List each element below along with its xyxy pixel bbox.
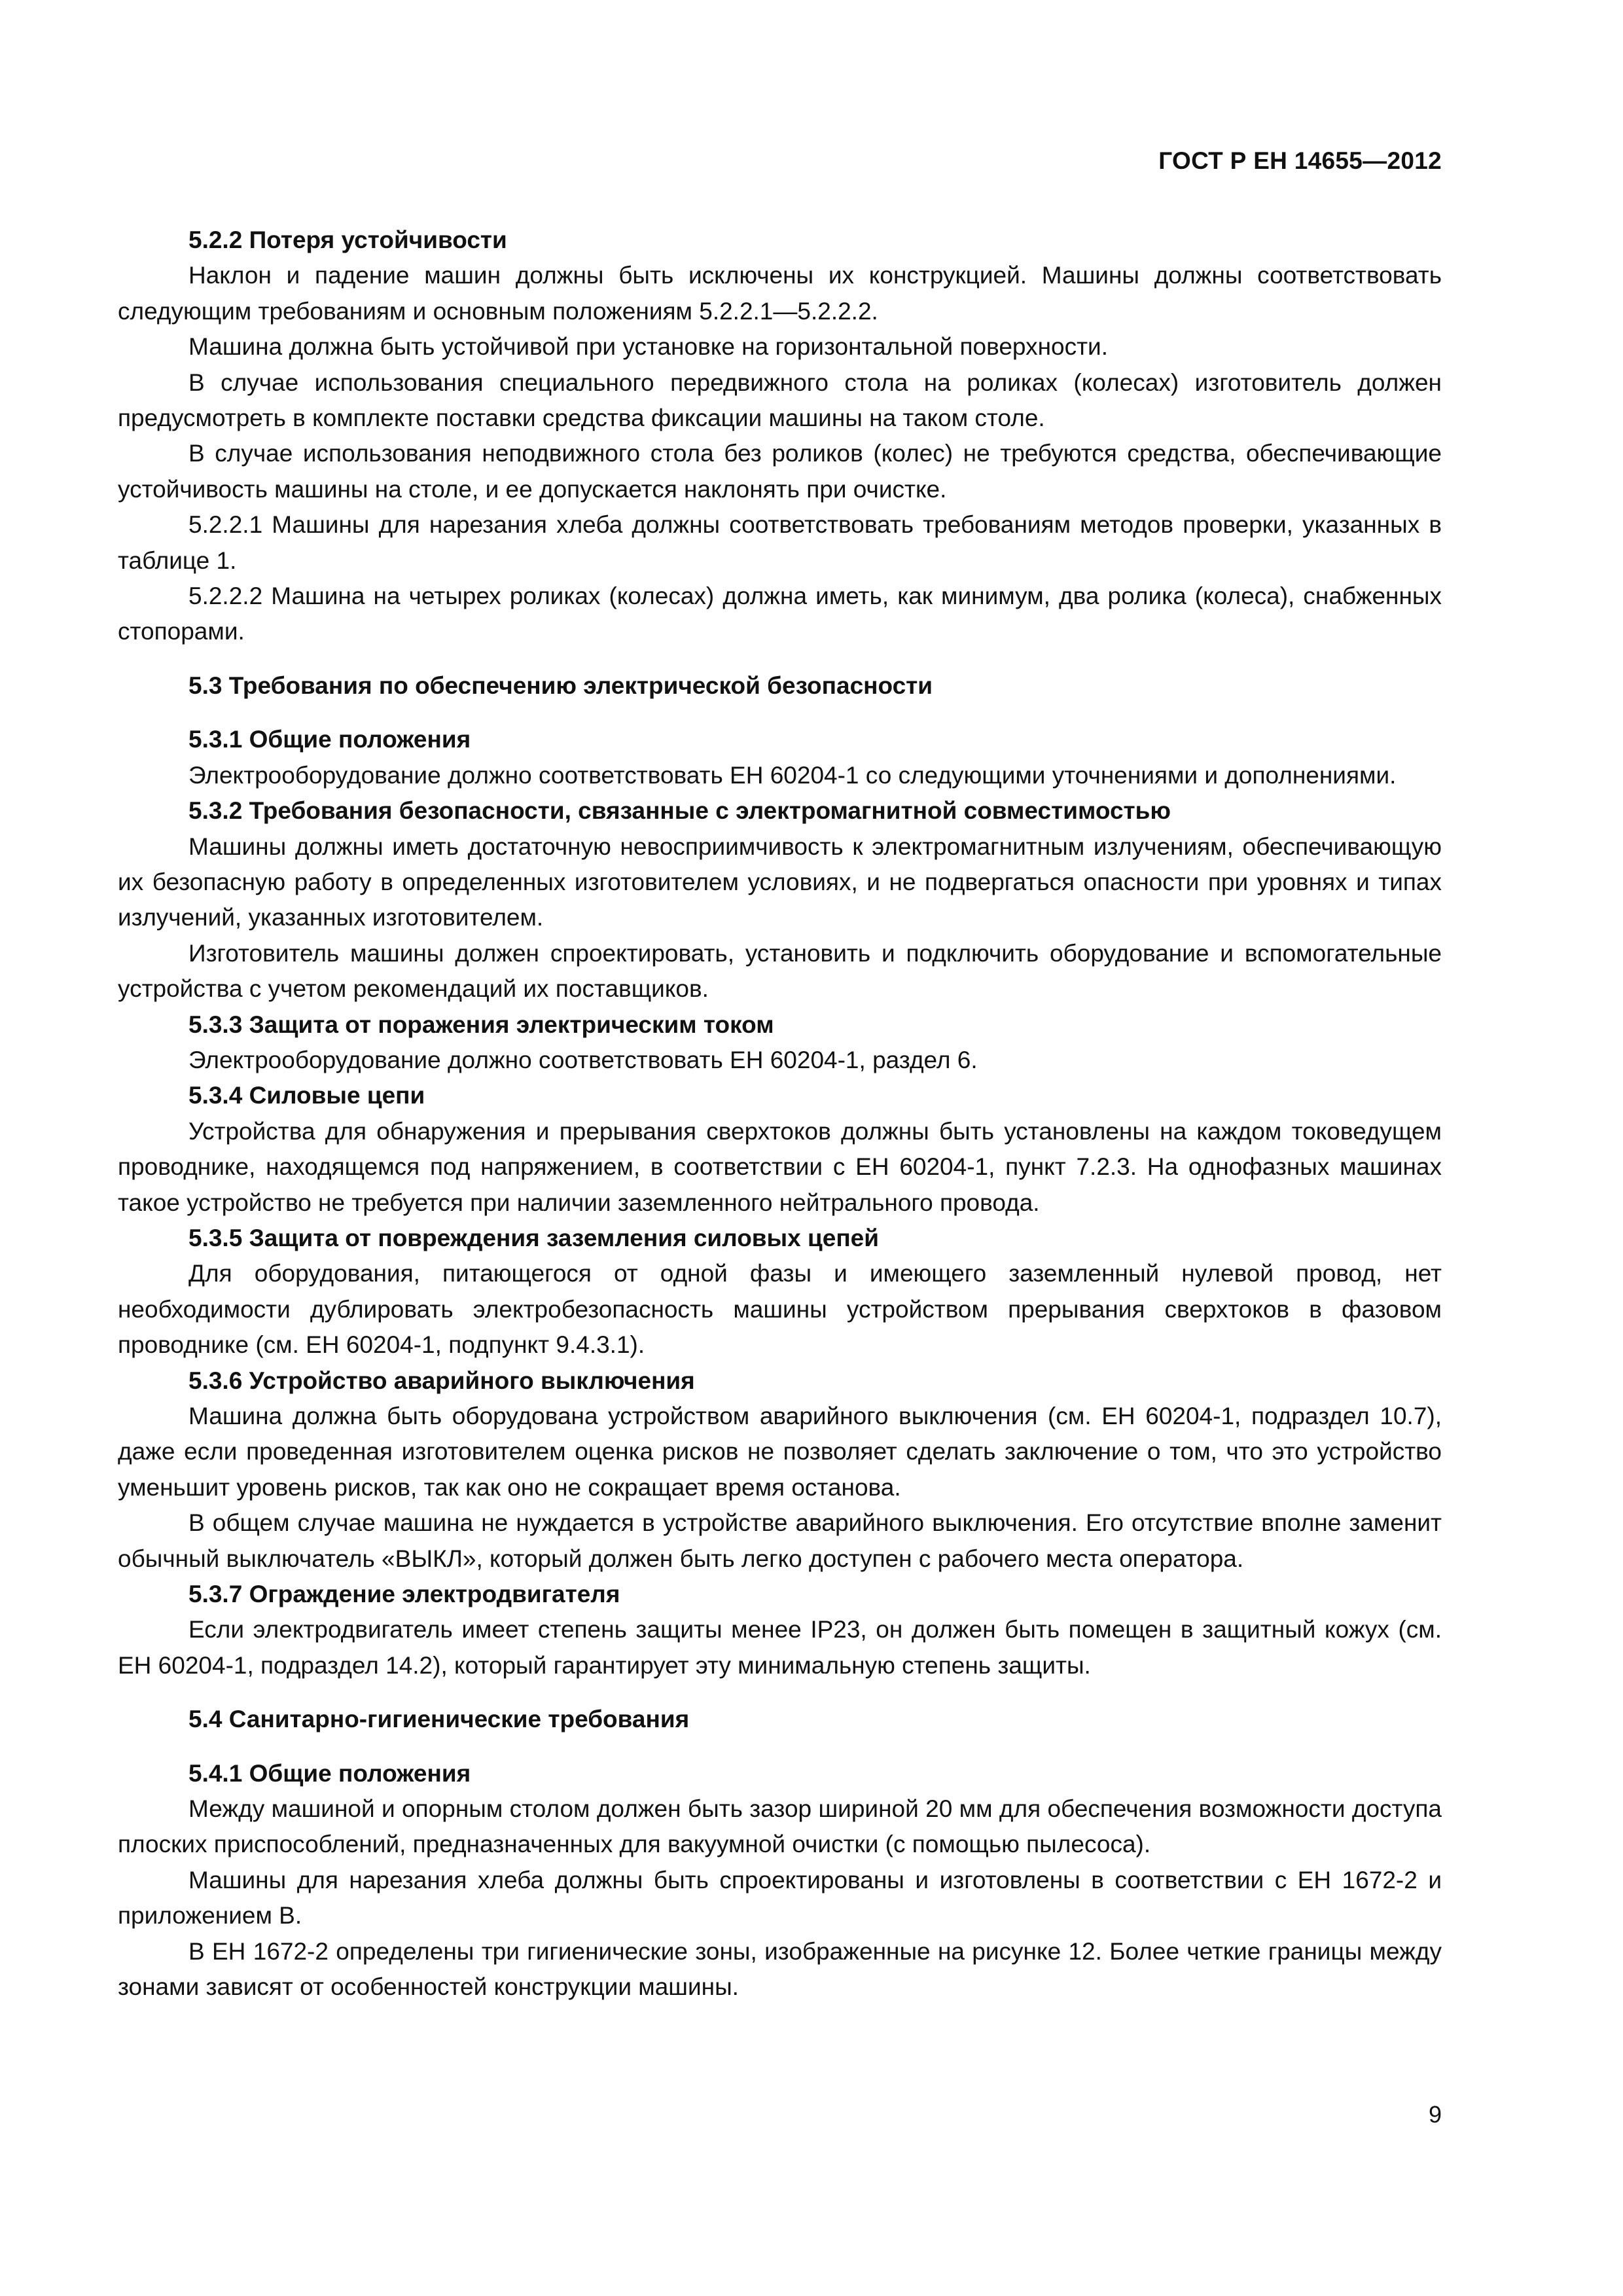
paragraph: Машина должна быть устойчивой при установке на горизонтальной поверхности.: [188, 333, 1108, 361]
paragraph: Электрооборудование должно соответствовать ЕН 60204-1 со следующими уточнениями и дополнениями.: [188, 761, 1397, 789]
paragraph: Если электродвигатель имеет степень защиты менее IP23, он должен быть помещен в защитный кожух (см. ЕН 60204-1, подраздел 14.2), который гарантирует эту минимальную степень защиты.: [118, 1616, 1442, 1679]
paragraph: В случае использования неподвижного стола без роликов (колес) не требуются средства, обеспечивающие устойчивость машины на столе, и ее допускается наклонять при очистке.: [118, 440, 1442, 503]
paragraph: Машины для нарезания хлеба должны быть спроектированы и изготовлены в соответствии с ЕН 1672-2 и приложением В.: [118, 1866, 1442, 1929]
paragraph: 5.2.2.1 Машины для нарезания хлеба должны соответствовать требованиям методов проверки, указанных в таблице 1.: [118, 511, 1442, 574]
document-header: ГОСТ Р ЕН 14655—2012: [1158, 147, 1442, 174]
heading-5-3-5: 5.3.5 Защита от повреждения заземления силовых цепей: [188, 1224, 879, 1251]
heading-5-3-2: 5.3.2 Требования безопасности, связанные с электромагнитной совместимостью: [188, 797, 1171, 825]
paragraph: Для оборудования, питающегося от одной фазы и имеющего заземленный нулевой провод, нет необходимости дублировать электробезопасность машины устройством прерывания сверхтоков в фазовом проводнике (см. ЕН 60204-1, подпункт 9.4.3.1).: [118, 1260, 1442, 1359]
heading-5-3-1: 5.3.1 Общие положения: [188, 726, 471, 753]
heading-5-3-6: 5.3.6 Устройство аварийного выключения: [188, 1367, 695, 1394]
paragraph: Между машиной и опорным столом должен быть зазор шириной 20 мм для обеспечения возможности доступа плоских приспособлений, предназначенных для вакуумной очистки (с помощью пылесоса).: [118, 1795, 1442, 1858]
paragraph: В ЕН 1672-2 определены три гигиенические зоны, изображенные на рисунке 12. Более четкие границы между зонами зависят от особенностей конструкции машины.: [118, 1937, 1442, 2001]
paragraph: Наклон и падение машин должны быть исключены их конструкцией. Машины должны соответствовать следующим требованиям и основным положениям 5.2.2.1—5.2.2.2.: [118, 262, 1442, 325]
heading-5-3: 5.3 Требования по обеспечению электрической безопасности: [188, 672, 933, 699]
heading-5-3-4: 5.3.4 Силовые цепи: [188, 1082, 425, 1109]
paragraph: В общем случае машина не нуждается в устройстве аварийного выключения. Его отсутствие вполне заменит обычный выключатель «ВЫКЛ», который должен быть легко доступен с рабочего места оператора.: [118, 1509, 1442, 1572]
heading-5-3-7: 5.3.7 Ограждение электродвигателя: [188, 1581, 620, 1608]
paragraph: В случае использования специального передвижного стола на роликах (колесах) изготовитель должен предусмотреть в комплекте поставки средства фиксации машины на таком столе.: [118, 368, 1442, 432]
paragraph: Электрооборудование должно соответствовать ЕН 60204-1, раздел 6.: [188, 1046, 978, 1073]
paragraph: Устройства для обнаружения и прерывания сверхтоков должны быть установлены на каждом токоведущем проводнике, находящемся под напряжением, в соответствии с ЕН 60204-1, пункт 7.2.3. На однофазных машинах такое устройство не требуется при наличии заземленного нейтрального провода.: [118, 1117, 1442, 1216]
paragraph: Изготовитель машины должен спроектировать, установить и подключить оборудование и вспомогательные устройства с учетом рекомендаций их поставщиков.: [118, 939, 1442, 1003]
paragraph: Машины должны иметь достаточную невосприимчивость к электромагнитным излучениям, обеспечивающую их безопасную работу в определенных изготовителем условиях, и не подвергаться опасности при уровнях и типах излучений, указанных изготовителем.: [118, 833, 1442, 931]
document-body: [118, 223, 1442, 2005]
paragraph: 5.2.2.2 Машина на четырех роликах (колесах) должна иметь, как минимум, два ролика (колеса), снабженных стопорами.: [118, 583, 1442, 645]
heading-5-4-1: 5.4.1 Общие положения: [188, 1759, 471, 1787]
heading-5-3-3: 5.3.3 Защита от поражения электрическим током: [188, 1011, 774, 1038]
heading-5-4: 5.4 Санитарно-гигиенические требования: [188, 1706, 690, 1733]
heading-5-2-2: 5.2.2 Потеря устойчивости: [188, 226, 507, 253]
page-number: 9: [1428, 2101, 1442, 2128]
paragraph: Машина должна быть оборудована устройством аварийного выключения (см. ЕН 60204-1, подраздел 10.7), даже если проведенная изготовителем оценка рисков не позволяет сделать заключение о том, что это устройство уменьшит уровень рисков, так как оно не сокращает время останова.: [118, 1403, 1442, 1501]
